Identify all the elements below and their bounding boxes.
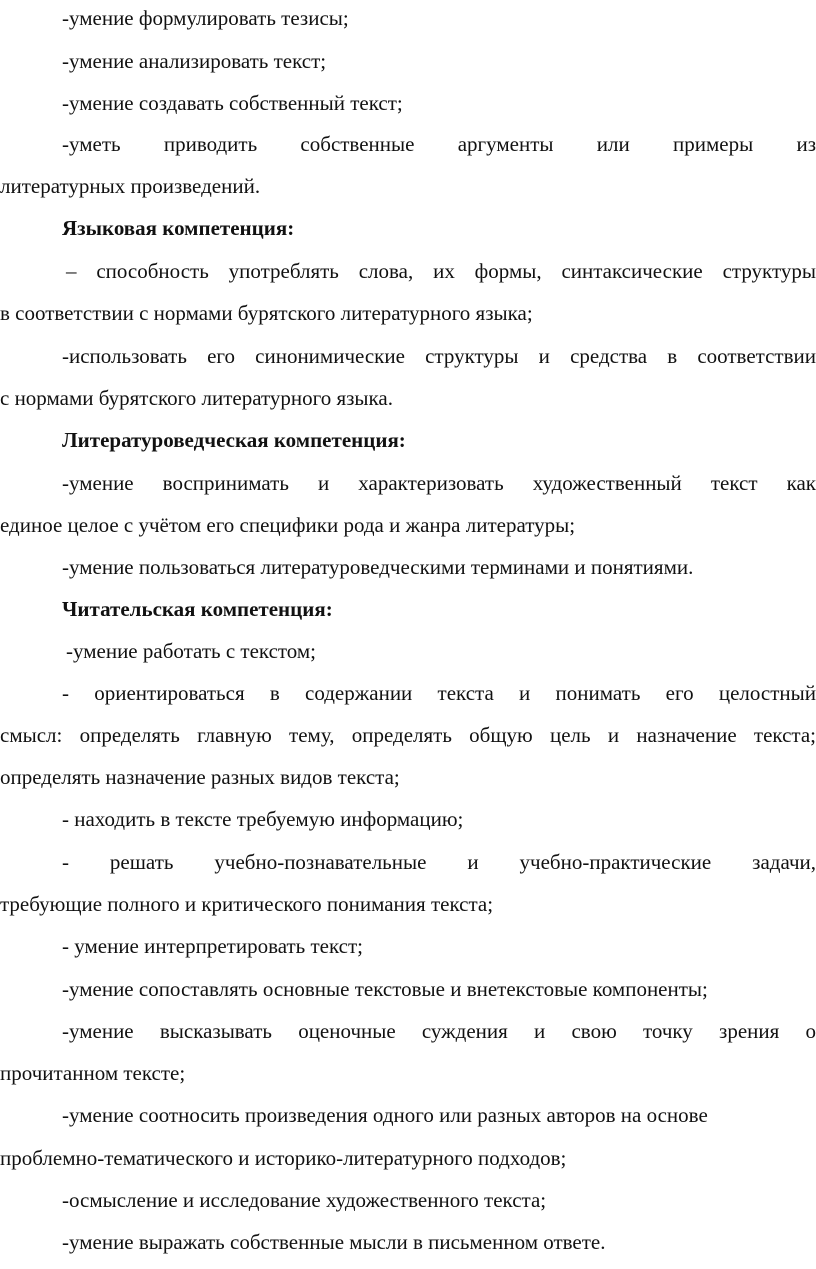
text-line: -умение воспринимать и характеризовать художественный текст как — [62, 471, 816, 495]
text-line: – способность употреблять слова, их формы, синтаксические структуры — [66, 259, 816, 283]
text-line: - решать учебно-познавательные и учебно-практические задачи, — [62, 850, 816, 874]
text-line: - находить в тексте требуемую информацию; — [62, 807, 464, 831]
text-line: -умение пользоваться литературоведческими терминами и понятиями. — [62, 555, 694, 579]
text-line: требующие полного и критического понимания текста; — [0, 892, 494, 916]
text-line: проблемно-тематического и историко-литературного подходов; — [0, 1146, 567, 1170]
text-line: - ориентироваться в содержании текста и понимать его целостный — [62, 681, 816, 705]
text-line: литературных произведений. — [0, 174, 261, 198]
text-line: -умение сопоставлять основные текстовые и внетекстовые компоненты; — [62, 977, 708, 1001]
text-line: смысл: определять главную тему, определять общую цель и назначение текста; — [0, 723, 816, 747]
text-line: -умение соотносить произведения одного или разных авторов на основе — [62, 1103, 708, 1127]
text-line: -умение выражать собственные мысли в письменном ответе. — [62, 1230, 606, 1254]
section-heading: Языковая компетенция: — [62, 216, 295, 240]
text-line: в соответствии с нормами бурятского литературного языка; — [0, 301, 533, 325]
text-line: единое целое с учётом его специфики рода и жанра литературы; — [0, 513, 576, 537]
text-line: -умение высказывать оценочные суждения и свою точку зрения о — [62, 1019, 816, 1043]
text-line: прочитанном тексте; — [0, 1061, 186, 1085]
section-heading: Читательская компетенция: — [62, 597, 333, 621]
text-line: -умение работать с текстом; — [66, 639, 317, 663]
text-line: -умение создавать собственный текст; — [62, 91, 403, 115]
text-line: - умение интерпретировать текст; — [62, 934, 364, 958]
text-line: -умение формулировать тезисы; — [62, 6, 349, 30]
text-line: -уметь приводить собственные аргументы или примеры из — [62, 132, 816, 156]
text-line: -использовать его синонимические структуры и средства в соответствии — [62, 344, 816, 368]
text-line: -умение анализировать текст; — [62, 49, 327, 73]
text-line: -осмысление и исследование художественного текста; — [62, 1188, 547, 1212]
text-line: с нормами бурятского литературного языка. — [0, 386, 394, 410]
text-line: определять назначение разных видов текста; — [0, 765, 400, 789]
section-heading: Литературоведческая компетенция: — [62, 428, 406, 452]
